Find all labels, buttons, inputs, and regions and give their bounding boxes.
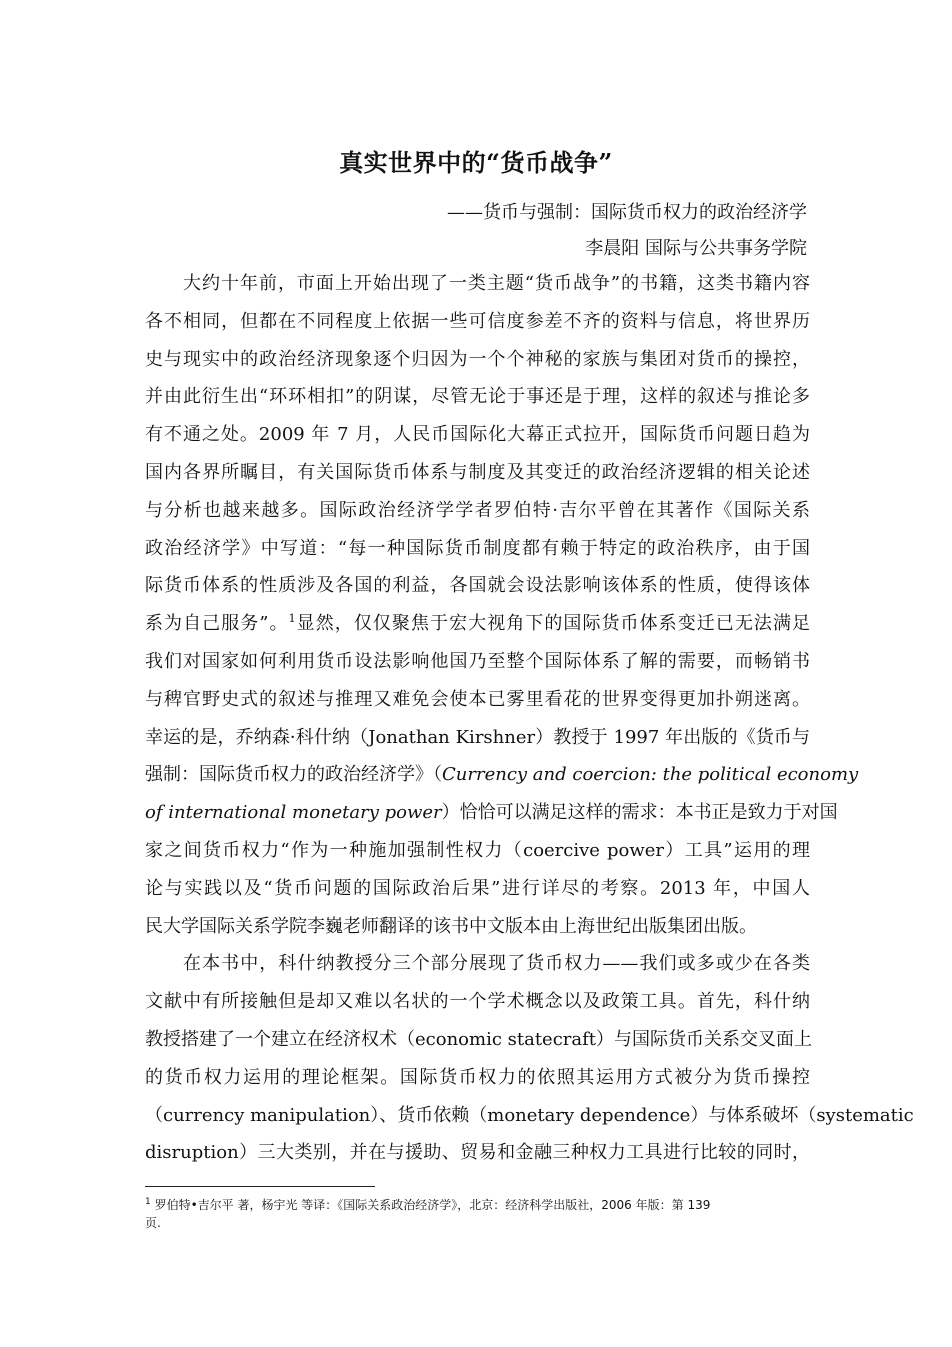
text-line: 民大学国际关系学院李巍老师翻译的该书中文版本由上海世纪出版集团出版。 — [145, 915, 757, 937]
text-line: 与分析也越来越多。国际政治经济学学者罗伯特·吉尔平曾在其著作《国际关系 — [145, 499, 810, 521]
text-span: ）恰恰可以满足这样的需求：本书正是致力于对国 — [441, 802, 838, 824]
page-title: 真实世界中的“货币战争” — [339, 148, 613, 177]
author-line: 李晨阳 国际与公共事务学院 — [585, 238, 807, 259]
text-line: 际货币体系的性质涉及各国的利益，各国就会设法影响该体系的性质，使得该体 — [145, 575, 810, 597]
footnote-ref[interactable]: 1 — [288, 612, 296, 626]
footnote-marker: 1 — [145, 1197, 151, 1207]
footnote-line — [145, 1196, 810, 1214]
text-line: 政治经济学》中写道：“每一种国际货币制度都有赖于特定的政治秩序，由于国 — [145, 537, 810, 559]
text-line: 与稗官野史式的叙述与推理又难免会使本已雾里看花的世界变得更加扑朔迷离。 — [145, 688, 810, 710]
text-line: （currency manipulation）、货币依赖（monetary dependence）与体系破坏（systematic — [145, 1104, 914, 1126]
book-title-en: Currency and coercion: the political economy — [442, 764, 859, 786]
footnote-divider — [145, 1186, 375, 1187]
text-line — [145, 605, 810, 643]
text-line: disruption）三大类别，并在与援助、贸易和金融三种权力工具进行比较的同时， — [145, 1142, 810, 1164]
text-line: 并由此衍生出“环环相扣”的阴谋，尽管无论于事还是于理，这样的叙述与推论多 — [145, 386, 810, 408]
text-line: 国内各界所瞩目，有关国际货币体系与制度及其变迁的政治经济逻辑的相关论述 — [145, 461, 810, 483]
text-line: 有不通之处。2009 年 7 月，人民币国际化大幕正式拉开，国际货币问题日趋为 — [145, 424, 810, 446]
text-line: 文献中有所接触但是却又难以名状的一个学术概念以及政策工具。首先，科什纳 — [145, 991, 810, 1013]
subtitle: ——货币与强制：国际货币权力的政治经济学 — [447, 202, 807, 223]
text-line: 我们对国家如何利用货币设法影响他国乃至整个国际体系了解的需要，而畅销书 — [145, 650, 810, 672]
text-span: 系为自己服务”。 — [145, 613, 289, 635]
text-line — [145, 794, 838, 832]
text-line: 家之间货币权力“作为一种施加强制性权力（coercive power）工具”运用的理 — [145, 839, 810, 861]
text-line: 幸运的是，乔纳森·科什纳（Jonathan Kirshner）教授于 1997 年出版的《货币与 — [145, 726, 810, 748]
footnote-text: 罗伯特•吉尔平 著，杨宇光 等译：《国际关系政治经济学》，北京：经济科学出版社，2006 年版：第 139 — [154, 1198, 711, 1212]
book-title-en: of international monetary power — [145, 802, 442, 824]
text-line: 大约十年前，市面上开始出现了一类主题“货币战争”的书籍，这类书籍内容 — [183, 273, 810, 294]
text-line: 在本书中，科什纳教授分三个部分展现了货币权力——我们或多或少在各类 — [183, 953, 810, 975]
text-span: 强制：国际货币权力的政治经济学》（ — [145, 764, 442, 786]
text-line: 论与实践以及“货币问题的国际政治后果”进行详尽的考察。2013 年，中国人 — [145, 877, 810, 899]
text-line: 教授搭建了一个建立在经济权术（economic statecraft）与国际货币关系交叉面上 — [145, 1028, 813, 1050]
footnote-line: 页. — [145, 1216, 161, 1230]
text-line: 史与现实中的政治经济现象逐个归因为一个个神秘的家族与集团对货币的操控， — [145, 348, 810, 370]
footnote — [145, 1196, 810, 1232]
text-line: 各不相同，但都在不同程度上依据一些可信度参差不齐的资料与信息，将世界历 — [145, 310, 810, 332]
text-span: 显然，仅仅聚焦于宏大视角下的国际货币体系变迁已无法满足 — [295, 613, 811, 635]
text-line — [145, 756, 859, 794]
body-text — [145, 265, 914, 1172]
text-line: 的货币权力运用的理论框架。国际货币权力的依照其运用方式被分为货币操控 — [145, 1066, 810, 1088]
